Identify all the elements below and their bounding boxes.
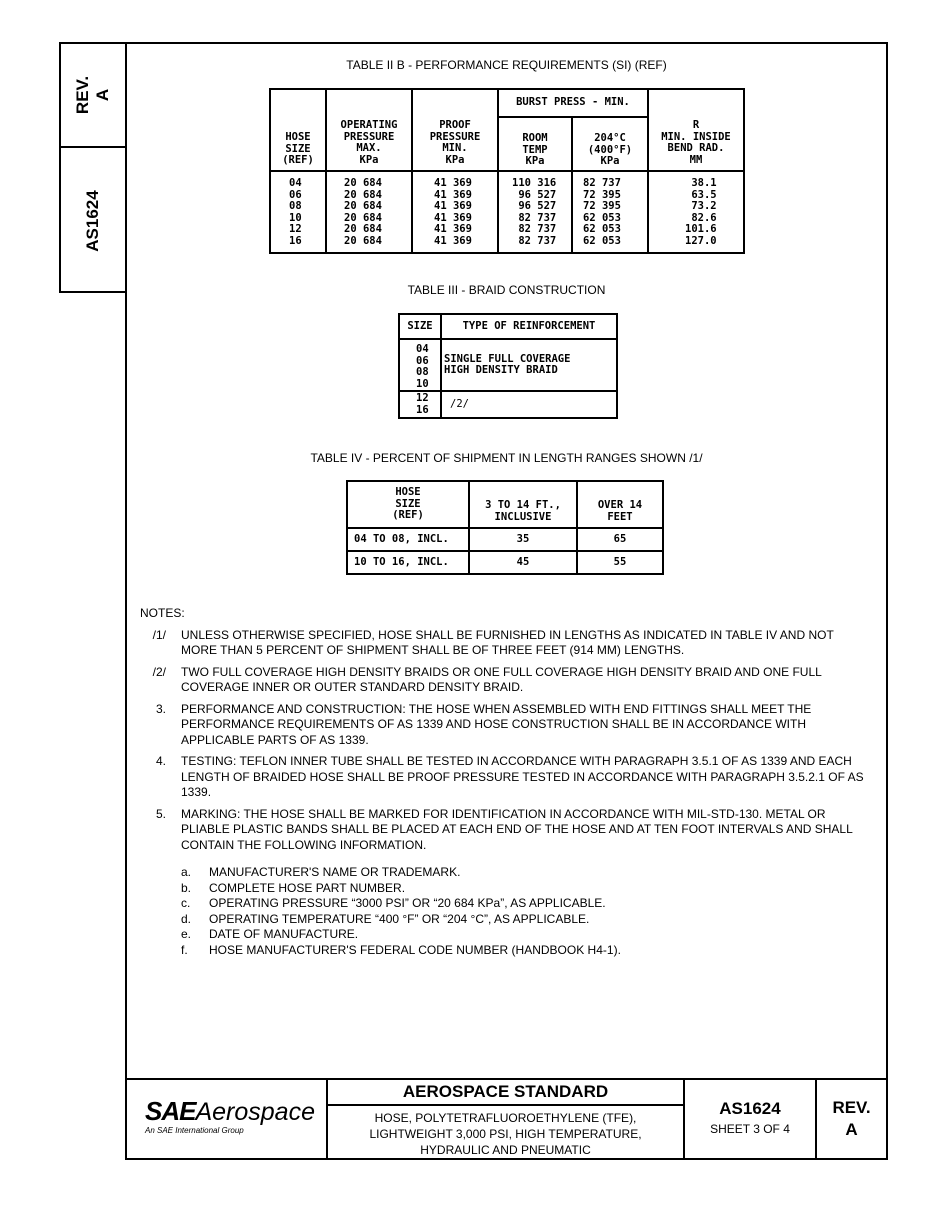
table4-title: TABLE IV - PERCENT OF SHIPMENT IN LENGTH RANGES SHOWN /1/	[310, 451, 703, 465]
table3	[398, 313, 618, 419]
marking-text: DATE OF MANUFACTURE.	[209, 927, 359, 941]
marking-letter: c.	[181, 896, 191, 910]
t3-row1-type: SINGLE FULL COVERAGE HIGH DENSITY BRAID	[444, 352, 571, 376]
title-block-doc-cell	[685, 1080, 817, 1160]
note-number: 4.	[155, 754, 166, 768]
t3-row2-sizes: 12 16	[416, 392, 429, 416]
marking-item	[181, 896, 865, 912]
marking-text: COMPLETE HOSE PART NUMBER.	[209, 880, 406, 895]
t4-head-range2: OVER 14 FEET	[597, 499, 643, 523]
t4-row-size: 10 TO 16, INCL.	[354, 555, 449, 568]
side-tab-revision	[61, 44, 125, 148]
t2b-col-hot: 82 737 72 395 72 395 62 053 62 053 62 053	[583, 177, 621, 247]
t2b-col-proof: 41 369 41 369 41 369 41 369 41 369 41 369	[434, 177, 472, 247]
rev-value: A	[845, 1120, 858, 1139]
marking-text: OPERATING PRESSURE “3000 PSI” OR “20 684 KPa”, AS APPLICABLE.	[209, 896, 606, 910]
t3-row2-type: /2/	[450, 397, 469, 410]
logo-aerospace: Aerospace	[195, 1098, 315, 1126]
notes-section	[140, 606, 865, 958]
t2b-head-burst: BURST PRESS - MIN.	[516, 96, 630, 109]
t4-row-r2: 55	[613, 555, 627, 568]
marking-item	[181, 912, 865, 928]
t2b-head-operating: OPERATING PRESSURE MAX. KPa	[340, 119, 398, 166]
note-item	[140, 807, 865, 854]
marking-item	[181, 881, 865, 897]
t2b-head-room: ROOM TEMP KPa	[522, 132, 548, 167]
t3-head-size: SIZE	[407, 319, 433, 332]
t2b-head-bend: R MIN. INSIDE BEND RAD. MM	[661, 119, 731, 166]
t2b-col-operating: 20 684 20 684 20 684 20 684 20 684 20 684	[344, 177, 382, 247]
sae-aerospace-logo	[145, 1098, 315, 1135]
side-tab-doc	[61, 148, 125, 293]
t2b-head-size: HOSE SIZE (REF)	[282, 131, 314, 166]
title-block-title-cell	[328, 1080, 685, 1160]
note-text: TWO FULL COVERAGE HIGH DENSITY BRAIDS OR ONE FULL COVERAGE HIGH DENSITY BRAID AND ONE FULL COVERAGE INNER OR OUTER STANDARD DENSITY BRAID.	[181, 664, 822, 694]
note-item	[140, 754, 865, 801]
note-item	[140, 702, 865, 749]
t4-row-size: 04 TO 08, INCL.	[354, 532, 449, 545]
note-text: UNLESS OTHERWISE SPECIFIED, HOSE SHALL BE FURNISHED IN LENGTHS AS INDICATED IN TABLE IV AND NOT MORE THAN 5 PERCENT OF SHIPMENT SHALL BE OF THREE FEET (914 MM) LENGTHS.	[181, 627, 834, 657]
title-block	[125, 1078, 888, 1160]
side-rev-label: REV.	[73, 75, 92, 115]
marking-text: OPERATING TEMPERATURE “400 °F” OR “204 °C”, AS APPLICABLE.	[209, 911, 590, 926]
t2b-col-bend: 38.1 63.5 73.2 82.6 101.6 127.0	[685, 177, 717, 247]
standard-heading: AEROSPACE STANDARD	[328, 1080, 683, 1106]
t4-row	[347, 528, 663, 551]
note-number: /1/	[152, 627, 166, 642]
t3-head-type: TYPE OF REINFORCEMENT	[462, 319, 596, 332]
marking-letter: f.	[181, 942, 188, 957]
document-description: HOSE, POLYTETRAFLUOROETHYLENE (TFE), LIGHTWEIGHT 3,000 PSI, HIGH TEMPERATURE, HYDRAULIC AND PNEUMATIC	[369, 1111, 642, 1157]
logo-sae: SAE	[145, 1096, 196, 1126]
note-number: 3.	[155, 701, 166, 716]
title-block-logo-cell	[125, 1080, 328, 1160]
marking-list	[140, 865, 865, 958]
t3-row1-sizes: 04 06 08 10	[416, 343, 429, 390]
table2b-title: TABLE II B - PERFORMANCE REQUIREMENTS (SI) (REF)	[346, 58, 667, 72]
t4-head-size: HOSE SIZE (REF)	[392, 486, 424, 522]
title-block-rev-cell	[817, 1080, 886, 1160]
marking-letter: e.	[181, 927, 192, 941]
sheet-number: SHEET 3 OF 4	[710, 1122, 790, 1136]
t2b-head-proof: PROOF PRESSURE MIN. KPa	[429, 119, 481, 166]
logo-tagline: An SAE International Group	[145, 1126, 244, 1135]
note-number: 5.	[155, 806, 166, 821]
marking-text: MANUFACTURER'S NAME OR TRADEMARK.	[209, 865, 461, 879]
side-doc-number: AS1624	[83, 189, 102, 252]
table2b	[269, 88, 745, 254]
t4-row-r1: 45	[516, 555, 530, 568]
note-text: MARKING: THE HOSE SHALL BE MARKED FOR IDENTIFICATION IN ACCORDANCE WITH MIL-STD-130. METAL OR PLIABLE PLASTIC BANDS SHALL BE PLACED AT EACH END OF THE HOSE AND AT TEN FOOT INTERVALS AND SHALL CONTAIN THE FOLLOWING INFORMATION.	[181, 806, 853, 852]
marking-item	[181, 943, 865, 959]
t4-row	[347, 551, 663, 574]
rev-label: REV.	[832, 1098, 871, 1117]
notes-heading: NOTES:	[140, 606, 185, 620]
t2b-head-hot: 204°C (400°F) KPa	[587, 132, 633, 167]
marking-letter: d.	[181, 911, 192, 926]
t4-row-r1: 35	[516, 532, 530, 545]
doc-number: AS1624	[719, 1099, 781, 1118]
table3-title: TABLE III - BRAID CONSTRUCTION	[407, 283, 606, 297]
table4	[346, 480, 664, 575]
marking-item	[181, 927, 865, 943]
side-tab	[59, 42, 125, 293]
side-rev-value: A	[93, 88, 112, 102]
marking-item	[181, 865, 865, 881]
note-item	[140, 665, 865, 696]
t2b-col-size: 04 06 08 10 12 16	[289, 177, 302, 247]
t4-row-r2: 65	[613, 532, 627, 545]
note-text: TESTING: TEFLON INNER TUBE SHALL BE TESTED IN ACCORDANCE WITH PARAGRAPH 3.5.1 OF AS 1339 AND EACH LENGTH OF BRAIDED HOSE SHALL BE PROOF PRESSURE TESTED IN ACCORDANCE WITH PARAGRAPH 3.5.2.1 OF AS 1339.	[181, 754, 864, 799]
note-number: /2/	[152, 664, 166, 679]
note-item	[140, 628, 865, 659]
marking-letter: b.	[181, 880, 192, 895]
t2b-col-room: 110 316 96 527 96 527 82 737 82 737 82 737	[512, 177, 557, 247]
marking-letter: a.	[181, 865, 192, 879]
marking-text: HOSE MANUFACTURER'S FEDERAL CODE NUMBER (HANDBOOK H4-1).	[209, 942, 621, 957]
t4-head-range1: 3 TO 14 FT., INCLUSIVE	[485, 499, 561, 523]
note-text: PERFORMANCE AND CONSTRUCTION: THE HOSE WHEN ASSEMBLED WITH END FITTINGS SHALL MEET THE PERFORMANCE REQUIREMENTS OF AS 1339 AND HOSE CONSTRUCTION SHALL BE IN ACCORDANCE WITH APPLICABLE PARTS OF AS 1339.	[181, 701, 812, 747]
